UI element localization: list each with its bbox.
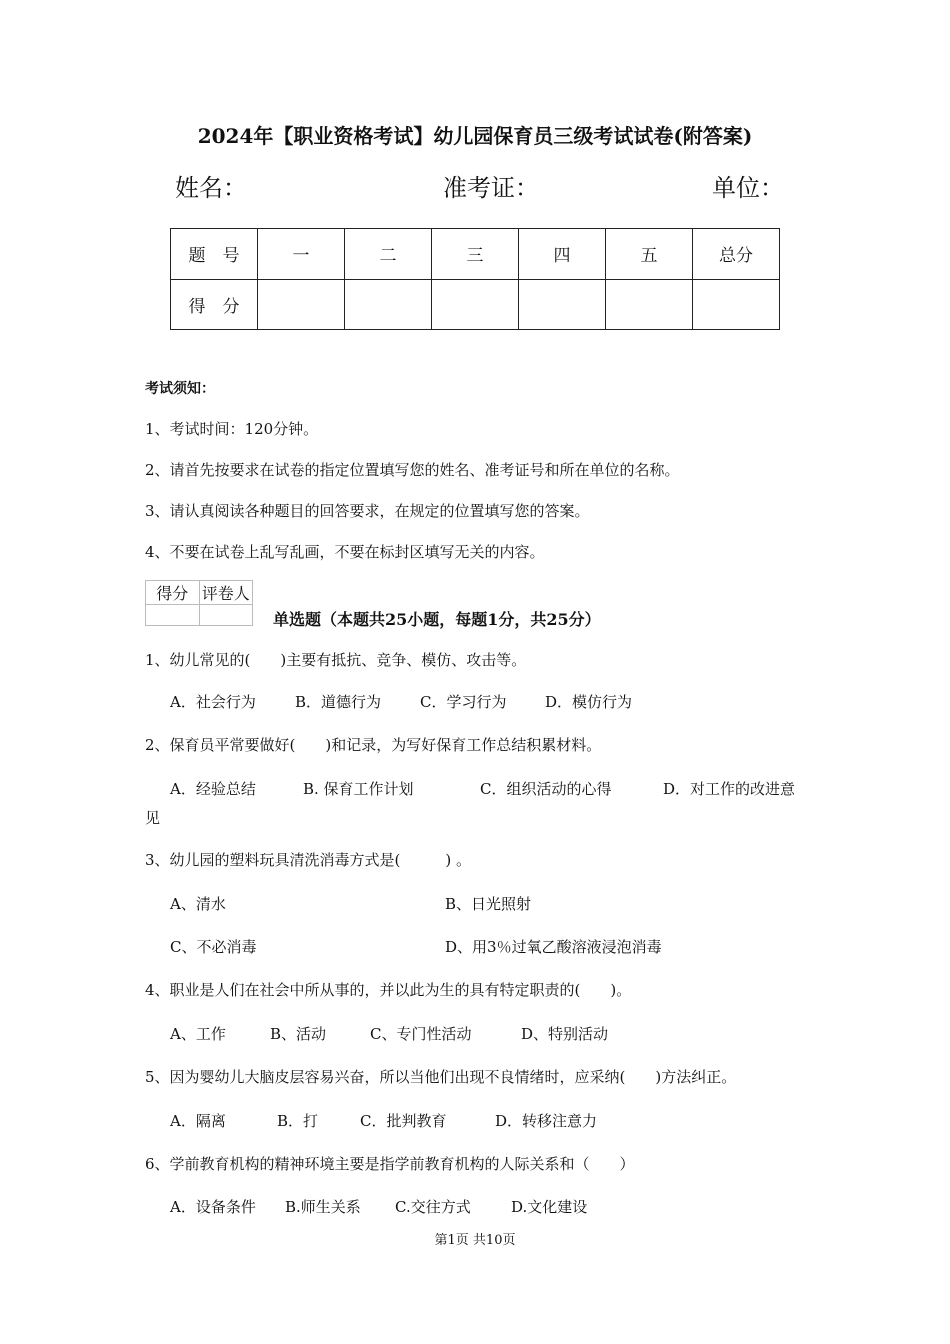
score-cell-1: [258, 279, 345, 330]
score-cell-5: [606, 279, 693, 330]
question-1-option-d: D．模仿行为: [545, 693, 633, 711]
score-cell-total: [693, 279, 780, 330]
question-2-option-c: C．组织活动的心得: [480, 780, 612, 798]
name-label: 姓名：: [175, 174, 247, 202]
header-cell-5: 五: [606, 229, 693, 280]
question-6-option-c: C.交往方式: [395, 1198, 471, 1216]
question-5-stem: 5、因为婴幼儿大脑皮层容易兴奋，所以当他们出现不良情绪时，应采纳( )方法纠正。: [145, 1068, 737, 1086]
page-footer: 第1页 共10页: [434, 1233, 516, 1248]
score-table-score-row: [171, 279, 780, 330]
question-3-stem: 3、幼儿园的塑料玩具清洗消毒方式是( ) 。: [145, 851, 472, 869]
question-4-option-d: D、特别活动: [521, 1025, 609, 1043]
question-3-option-d: D、用3％过氧乙酸溶液浸泡消毒: [445, 938, 662, 956]
question-1-option-c: C．学习行为: [420, 693, 507, 711]
grader-score-cell: [146, 605, 200, 626]
grader-reviewer-cell: [199, 605, 253, 626]
question-2-option-d-wrap: 见: [145, 809, 161, 827]
question-1-stem: 1、幼儿常见的( )主要有抵抗、竞争、模仿、攻击等。: [145, 651, 527, 669]
question-3-option-a: A、清水: [170, 895, 226, 913]
question-3-option-b: B、日光照射: [445, 895, 532, 913]
question-6-option-b: B.师生关系: [285, 1198, 361, 1216]
score-row-label: 得 分: [171, 279, 258, 330]
header-cell-3: 三: [432, 229, 519, 280]
score-table: [170, 228, 780, 330]
question-5-option-d: D．转移注意力: [495, 1112, 598, 1130]
page-title: 2024年【职业资格考试】幼儿园保育员三级考试试卷(附答案): [197, 124, 753, 148]
question-1-option-b: B．道德行为: [295, 693, 382, 711]
header-cell-2: 二: [345, 229, 432, 280]
question-2-option-d: D．对工作的改进意: [663, 780, 796, 798]
section-title: 单选题（本题共25小题，每题1分，共25分）: [273, 610, 601, 629]
grader-score-label: 得分: [146, 581, 200, 605]
score-cell-2: [345, 279, 432, 330]
question-3-option-c: C、不必消毒: [170, 938, 257, 956]
header-cell-label: 题 号: [171, 229, 258, 280]
unit-label: 单位：: [712, 174, 784, 202]
header-cell-total: 总分: [693, 229, 780, 280]
grader-box: [145, 580, 253, 626]
header-cell-1: 一: [258, 229, 345, 280]
question-6-option-a: A．设备条件: [170, 1198, 256, 1216]
notice-item-1: 1、考试时间：120分钟。: [145, 420, 319, 438]
score-cell-4: [519, 279, 606, 330]
notice-item-4: 4、不要在试卷上乱写乱画，不要在标封区填写无关的内容。: [145, 543, 545, 561]
question-4-option-c: C、专门性活动: [370, 1025, 472, 1043]
notice-heading: 考试须知：: [145, 381, 215, 397]
question-6-option-d: D.文化建设: [511, 1198, 588, 1216]
question-2-option-a: A．经验总结: [170, 780, 256, 798]
score-cell-3: [432, 279, 519, 330]
question-4-option-a: A、工作: [170, 1025, 226, 1043]
exam-id-label: 准考证：: [443, 174, 539, 202]
score-table-header-row: [171, 229, 780, 280]
notice-item-2: 2、请首先按要求在试卷的指定位置填写您的姓名、准考证号和所在单位的名称。: [145, 461, 680, 479]
question-5-option-c: C．批判教育: [360, 1112, 447, 1130]
question-4-option-b: B、活动: [270, 1025, 327, 1043]
notice-item-3: 3、请认真阅读各种题目的回答要求，在规定的位置填写您的答案。: [145, 502, 590, 520]
question-5-option-a: A．隔离: [170, 1112, 226, 1130]
question-2-stem: 2、保育员平常要做好( )和记录，为写好保育工作总结积累材料。: [145, 736, 602, 754]
question-6-stem: 6、学前教育机构的精神环境主要是指学前教育机构的人际关系和（ ）: [145, 1155, 635, 1173]
question-2-option-b: B. 保育工作计划: [303, 780, 414, 798]
question-5-option-b: B．打: [277, 1112, 319, 1130]
question-4-stem: 4、职业是人们在社会中所从事的，并以此为生的具有特定职责的( )。: [145, 981, 632, 999]
question-1-option-a: A．社会行为: [170, 693, 256, 711]
header-cell-4: 四: [519, 229, 606, 280]
grader-reviewer-label: 评卷人: [199, 581, 253, 605]
